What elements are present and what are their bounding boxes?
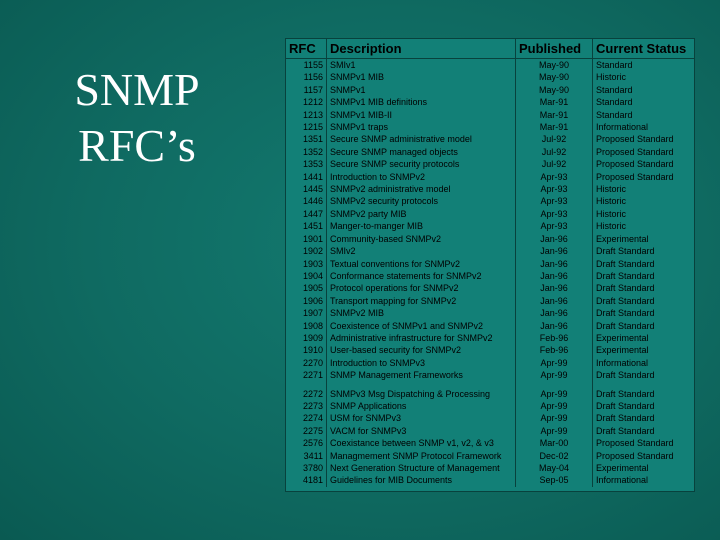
cell-published: Jul-92 <box>516 146 593 158</box>
table-row <box>286 183 694 195</box>
table-row <box>286 84 694 96</box>
cell-description: SMIv1 <box>327 59 516 72</box>
cell-rfc-number: 1446 <box>286 195 327 207</box>
cell-description: USM for SNMPv3 <box>327 412 516 424</box>
cell-status: Draft Standard <box>596 246 655 257</box>
slide-title-line1: SNMP <box>74 64 200 115</box>
cell-published: Apr-99 <box>516 425 593 437</box>
cell-rfc-number: 2273 <box>286 400 327 412</box>
cell-rfc-number: 1903 <box>286 258 327 270</box>
cell-description: Managmement SNMP Protocol Framework <box>327 450 516 462</box>
cell-published: Jan-96 <box>516 270 593 282</box>
cell-description: Transport mapping for SNMPv2 <box>327 295 516 307</box>
table-row <box>286 412 694 424</box>
cell-published: Apr-99 <box>516 412 593 424</box>
table-row <box>286 133 694 145</box>
cell-rfc-number: 1445 <box>286 183 327 195</box>
cell-description: SNMPv1 MIB definitions <box>327 96 516 108</box>
table-row <box>286 474 694 486</box>
cell-description: SNMPv1 traps <box>327 121 516 133</box>
cell-rfc-number: 2576 <box>286 437 327 449</box>
cell-published: Jan-96 <box>516 295 593 307</box>
cell-published: Jan-96 <box>516 258 593 270</box>
cell-status: Proposed Standard <box>596 450 674 461</box>
table-row <box>286 307 694 319</box>
cell-published: Sep-05 <box>516 474 593 486</box>
cell-description: User-based security for SNMPv2 <box>327 344 516 356</box>
cell-description: Introduction to SNMPv2 <box>327 171 516 183</box>
cell-status: Draft Standard <box>596 388 655 399</box>
cell-status: Draft Standard <box>596 308 655 319</box>
table-row <box>286 320 694 332</box>
cell-status: Informational <box>596 122 649 133</box>
cell-status: Draft Standard <box>596 295 655 306</box>
cell-description: Community-based SNMPv2 <box>327 233 516 245</box>
header-description: Description <box>327 39 516 59</box>
cell-status: Historic <box>596 184 627 195</box>
table-row <box>286 332 694 344</box>
cell-rfc-number: 1901 <box>286 233 327 245</box>
cell-published: Jan-96 <box>516 320 593 332</box>
cell-rfc-number: 1353 <box>286 158 327 170</box>
cell-rfc-number: 1908 <box>286 320 327 332</box>
cell-published: Apr-93 <box>516 195 593 207</box>
cell-status: Historic <box>596 72 627 83</box>
cell-rfc-number: 1910 <box>286 344 327 356</box>
cell-description: Coexistance between SNMP v1, v2, & v3 <box>327 437 516 449</box>
cell-description: SNMPv1 MIB-II <box>327 109 516 121</box>
table-row <box>286 437 694 449</box>
cell-published: Apr-93 <box>516 208 593 220</box>
cell-status: Experimental <box>596 233 649 244</box>
cell-published: May-04 <box>516 462 593 474</box>
cell-description: SNMP Management Frameworks <box>327 369 516 381</box>
table-row <box>286 233 694 245</box>
cell-status: Standard <box>596 109 633 120</box>
cell-rfc-number: 1447 <box>286 208 327 220</box>
cell-description: Next Generation Structure of Management <box>327 462 516 474</box>
cell-rfc-number: 1906 <box>286 295 327 307</box>
rfc-table <box>286 39 694 487</box>
table-row <box>286 450 694 462</box>
cell-published: Apr-99 <box>516 369 593 381</box>
cell-rfc-number: 1157 <box>286 84 327 96</box>
cell-published: Jan-96 <box>516 245 593 257</box>
cell-status: Experimental <box>596 332 649 343</box>
table-row <box>286 357 694 369</box>
cell-rfc-number: 1212 <box>286 96 327 108</box>
cell-published: Mar-91 <box>516 109 593 121</box>
cell-status: Standard <box>596 84 633 95</box>
cell-published: Apr-93 <box>516 171 593 183</box>
cell-rfc-number: 1902 <box>286 245 327 257</box>
cell-published: Apr-99 <box>516 357 593 369</box>
cell-description: Conformance statements for SNMPv2 <box>327 270 516 282</box>
table-row <box>286 59 694 72</box>
cell-description: SNMP Applications <box>327 400 516 412</box>
cell-published: Mar-91 <box>516 121 593 133</box>
cell-status: Historic <box>596 221 627 232</box>
table-row <box>286 295 694 307</box>
table-row <box>286 258 694 270</box>
cell-description: SNMPv1 <box>327 84 516 96</box>
table-row <box>286 171 694 183</box>
header-rfc: RFC <box>286 39 327 59</box>
cell-description: Guidelines for MIB Documents <box>327 474 516 486</box>
cell-rfc-number: 1156 <box>286 71 327 83</box>
cell-description: Secure SNMP managed objects <box>327 146 516 158</box>
table-row <box>286 369 694 381</box>
table-row <box>286 71 694 83</box>
table-row <box>286 109 694 121</box>
table-row <box>286 425 694 437</box>
table-row <box>286 146 694 158</box>
cell-published: Apr-99 <box>516 400 593 412</box>
cell-rfc-number: 1213 <box>286 109 327 121</box>
table-row <box>286 400 694 412</box>
cell-status: Proposed Standard <box>596 438 674 449</box>
cell-description: SMIv2 <box>327 245 516 257</box>
cell-published: Jan-96 <box>516 233 593 245</box>
table-row <box>286 270 694 282</box>
cell-published: Jan-96 <box>516 282 593 294</box>
cell-rfc-number: 1155 <box>286 59 327 72</box>
cell-published: Feb-96 <box>516 344 593 356</box>
cell-rfc-number: 1451 <box>286 220 327 232</box>
cell-published: Mar-91 <box>516 96 593 108</box>
cell-rfc-number: 4181 <box>286 474 327 486</box>
cell-published: Mar-00 <box>516 437 593 449</box>
cell-rfc-number: 1352 <box>286 146 327 158</box>
cell-published: Dec-02 <box>516 450 593 462</box>
cell-published: Jan-96 <box>516 307 593 319</box>
table-header-row <box>286 39 694 59</box>
cell-rfc-number: 1905 <box>286 282 327 294</box>
cell-rfc-number: 2275 <box>286 425 327 437</box>
cell-published: May-90 <box>516 71 593 83</box>
cell-description: Administrative infrastructure for SNMPv2 <box>327 332 516 344</box>
table-row <box>286 344 694 356</box>
table-row <box>286 208 694 220</box>
cell-status: Draft Standard <box>596 320 655 331</box>
cell-published: Apr-93 <box>516 220 593 232</box>
cell-rfc-number: 1904 <box>286 270 327 282</box>
cell-description: SNMPv2 security protocols <box>327 195 516 207</box>
cell-status: Draft Standard <box>596 370 655 381</box>
table-row <box>286 96 694 108</box>
cell-description: VACM for SNMPv3 <box>327 425 516 437</box>
cell-rfc-number: 1351 <box>286 133 327 145</box>
header-published: Published <box>516 39 593 59</box>
cell-status: Historic <box>596 208 627 219</box>
cell-description: SNMPv2 MIB <box>327 307 516 319</box>
cell-status: Proposed Standard <box>596 171 674 182</box>
cell-status: Standard <box>596 60 633 70</box>
cell-description: Introduction to SNMPv3 <box>327 357 516 369</box>
cell-status: Informational <box>596 475 649 486</box>
cell-description: SNMPv2 administrative model <box>327 183 516 195</box>
table-row <box>286 388 694 400</box>
cell-rfc-number: 3780 <box>286 462 327 474</box>
cell-status: Standard <box>596 97 633 108</box>
cell-rfc-number: 1215 <box>286 121 327 133</box>
cell-status: Proposed Standard <box>596 159 674 170</box>
cell-status: Draft Standard <box>596 425 655 436</box>
cell-published: Feb-96 <box>516 332 593 344</box>
cell-rfc-number: 3411 <box>286 450 327 462</box>
cell-description: SNMPv1 MIB <box>327 71 516 83</box>
cell-rfc-number: 1907 <box>286 307 327 319</box>
header-current-status: Current Status <box>593 39 695 59</box>
cell-description: Manger-to-manger MIB <box>327 220 516 232</box>
cell-description: Secure SNMP administrative model <box>327 133 516 145</box>
cell-published: Apr-93 <box>516 183 593 195</box>
table-row <box>286 462 694 474</box>
cell-rfc-number: 2272 <box>286 388 327 400</box>
cell-rfc-number: 1909 <box>286 332 327 344</box>
cell-status: Draft Standard <box>596 270 655 281</box>
cell-rfc-number: 2270 <box>286 357 327 369</box>
cell-rfc-number: 2271 <box>286 369 327 381</box>
table-row <box>286 195 694 207</box>
cell-status: Historic <box>596 196 627 207</box>
cell-status: Proposed Standard <box>596 146 674 157</box>
table-body <box>286 59 694 487</box>
cell-description: Secure SNMP security protocols <box>327 158 516 170</box>
cell-published: May-90 <box>516 84 593 96</box>
table-row <box>286 282 694 294</box>
cell-status: Draft Standard <box>596 413 655 424</box>
table-row <box>286 121 694 133</box>
cell-published: May-90 <box>516 59 593 72</box>
cell-description: Protocol operations for SNMPv2 <box>327 282 516 294</box>
table-row <box>286 245 694 257</box>
cell-description: Coexistence of SNMPv1 and SNMPv2 <box>327 320 516 332</box>
cell-status: Draft Standard <box>596 400 655 411</box>
cell-description: SNMPv2 party MIB <box>327 208 516 220</box>
cell-published: Jul-92 <box>516 158 593 170</box>
rfc-table-container <box>285 38 695 492</box>
table-row <box>286 220 694 232</box>
cell-status: Draft Standard <box>596 283 655 294</box>
cell-rfc-number: 2274 <box>286 412 327 424</box>
cell-rfc-number: 1441 <box>286 171 327 183</box>
table-row <box>286 158 694 170</box>
cell-status: Experimental <box>596 463 649 473</box>
cell-status: Draft Standard <box>596 258 655 269</box>
cell-status: Informational <box>596 357 649 368</box>
slide-title <box>52 62 222 174</box>
cell-published: Apr-99 <box>516 388 593 400</box>
cell-published: Jul-92 <box>516 133 593 145</box>
cell-description: Textual conventions for SNMPv2 <box>327 258 516 270</box>
cell-status: Experimental <box>596 345 649 356</box>
cell-description: SNMPv3 Msg Dispatching & Processing <box>327 388 516 400</box>
cell-status: Proposed Standard <box>596 134 674 145</box>
slide-title-line2: RFC’s <box>78 120 196 171</box>
